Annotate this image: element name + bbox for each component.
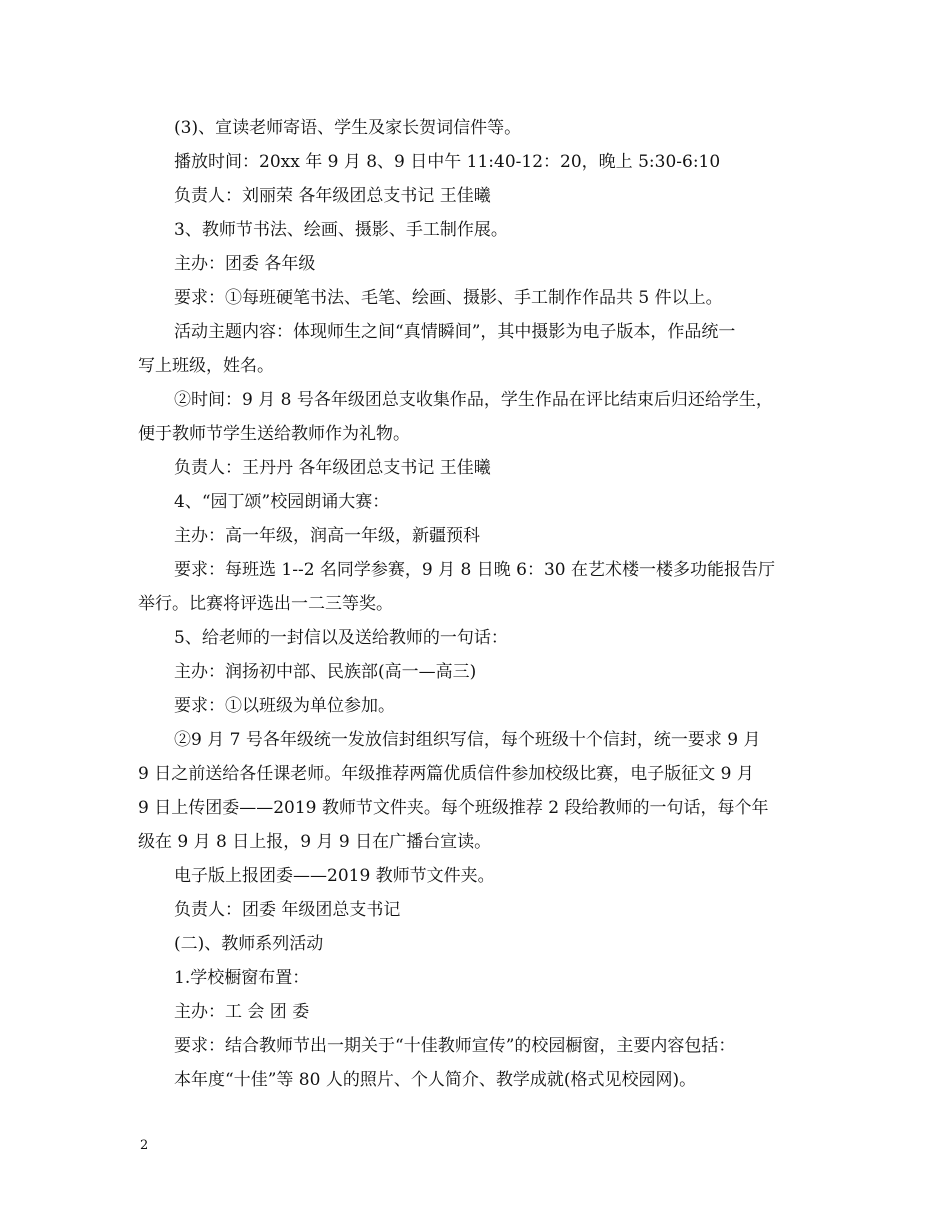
text-line: 写上班级，姓名。 [138, 356, 274, 376]
document-body [138, 111, 828, 1097]
text-line: 4、“园丁颂”校园朗诵大赛： [174, 492, 390, 512]
text-line: 负责人：团委 年级团总支书记 [174, 900, 401, 920]
text-line: 负责人：王丹丹 各年级团总支书记 王佳曦 [174, 458, 491, 478]
text-line: 举行。比赛将评选出一二三等奖。 [138, 594, 393, 614]
text-line: 主办：高一年级，润高一年级，新疆预科 [174, 526, 480, 546]
text-line: 本年度“十佳”等 80 人的照片、个人简介、教学成就(格式见校园网)。 [174, 1070, 697, 1090]
text-line: 要求：每班选 1--2 名同学参赛，9 月 8 日晚 6：30 在艺术楼一楼多功能报告厅 [174, 560, 776, 580]
page-number: 2 [140, 1138, 149, 1153]
text-line: 要求：结合教师节出一期关于“十佳教师宣传”的校园橱窗，主要内容包括： [174, 1036, 736, 1056]
text-line: ②时间：9 月 8 号各年级团总支收集作品，学生作品在评比结束后归还给学生， [174, 390, 773, 410]
text-line: 3、教师节书法、绘画、摄影、手工制作展。 [174, 220, 508, 240]
text-line: (二)、教师系列活动 [174, 934, 324, 954]
text-line: 主办：工 会 团 委 [174, 1002, 310, 1022]
text-line: 要求：①每班硬笔书法、毛笔、绘画、摄影、手工制作作品共 5 件以上。 [174, 288, 723, 308]
text-line: 5、给老师的一封信以及送给教师的一句话： [174, 628, 508, 648]
text-line: 负责人：刘丽荣 各年级团总支书记 王佳曦 [174, 186, 491, 206]
text-line: 播放时间：20xx 年 9 月 8、9 日中午 11:40-12：20，晚上 5:30-6:10 [174, 152, 721, 172]
text-line: 9 日之前送给各任课老师。年级推荐两篇优质信件参加校级比赛，电子版征文 9 月 [138, 764, 754, 784]
text-line: 主办：团委 各年级 [174, 254, 316, 274]
text-line: 电子版上报团委——2019 教师节文件夹。 [174, 866, 495, 886]
text-line: (3)、宣读老师寄语、学生及家长贺词信件等。 [174, 118, 522, 138]
text-line: 主办：润扬初中部、民族部(高一—高三) [174, 662, 477, 682]
text-line: 活动主题内容：体现师生之间“真情瞬间”，其中摄影为电子版本，作品统一 [174, 322, 736, 342]
text-line: 1.学校橱窗布置： [174, 968, 310, 988]
text-line: 级在 9 月 8 日上报，9 月 9 日在广播台宣读。 [138, 832, 492, 852]
text-line: ②9 月 7 号各年级统一发放信封组织写信，每个班级十个信封，统一要求 9 月 [174, 730, 761, 750]
text-line: 便于教师节学生送给教师作为礼物。 [138, 424, 410, 444]
text-line: 9 日上传团委——2019 教师节文件夹。每个班级推荐 2 段给教师的一句话，每个年 [138, 798, 769, 818]
text-line: 要求：①以班级为单位参加。 [174, 696, 395, 716]
